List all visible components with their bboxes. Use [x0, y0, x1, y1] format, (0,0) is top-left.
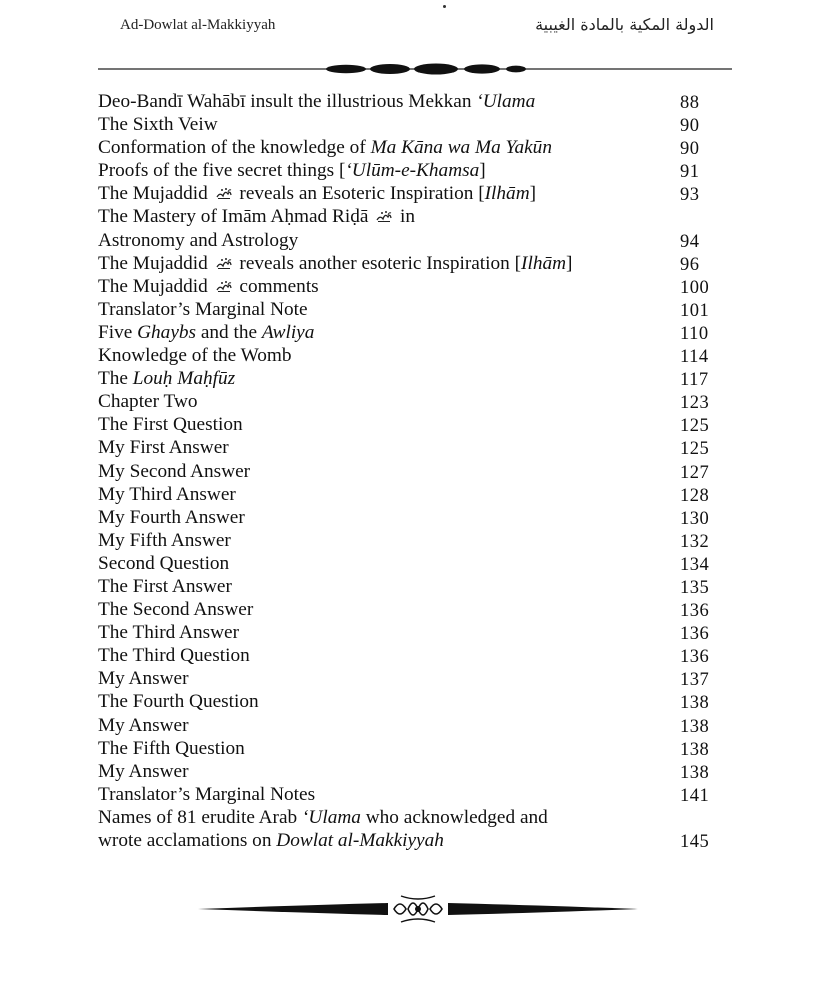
- toc-entry-page-number: 101: [680, 300, 710, 321]
- toc-entry: [98, 367, 714, 390]
- toc-entry-text: The Fourth Question: [98, 691, 259, 713]
- toc-entry: [98, 460, 714, 483]
- toc-entry-text: My Third Answer: [98, 483, 236, 505]
- toc-entry-text: ]: [529, 183, 537, 205]
- toc-entry-italic-text: Awliya: [261, 321, 315, 343]
- toc-entry-title: [98, 298, 308, 321]
- toc-entry-text: Translator’s Marginal Note: [98, 298, 308, 320]
- toc-entry-title: [98, 760, 189, 783]
- toc-entry-italic-text: Ilhām: [521, 252, 567, 274]
- toc-entry-page-number: 94: [680, 231, 700, 252]
- toc-entry-page-number: 138: [680, 693, 710, 714]
- toc-entry: [98, 552, 714, 575]
- toc-entry: [98, 806, 714, 829]
- toc-entry: [98, 275, 714, 298]
- toc-entry: [98, 483, 714, 506]
- toc-entry-page-number: 117: [680, 370, 709, 391]
- toc-entry: [98, 667, 714, 690]
- toc-entry: [98, 506, 714, 529]
- toc-entry-page-number: 110: [680, 323, 709, 344]
- toc-entry-text: ]: [479, 160, 486, 182]
- toc-entry-title: [98, 552, 229, 575]
- toc-entry-page-number: 125: [680, 416, 710, 437]
- toc-entry-page-number: 132: [680, 531, 710, 552]
- toc-entry-title: [98, 321, 314, 344]
- toc-entry: [98, 621, 714, 644]
- toc-entry-text: The Mastery of Imām Aḥmad Riḍā: [98, 206, 374, 228]
- toc-entry-page-number: 145: [680, 832, 710, 852]
- toc-entry-text: Knowledge of the Womb: [98, 345, 292, 367]
- toc-entry-text: The Mujaddid: [98, 275, 213, 297]
- toc-entry-text: comments: [234, 275, 319, 297]
- toc-entry: [98, 182, 714, 205]
- toc-entry-text: The Mujaddid: [98, 252, 213, 274]
- running-header-left: Ad-Dowlat al-Makkiyyah: [120, 17, 276, 33]
- toc-entry-title: [98, 714, 189, 737]
- toc-entry-text: and the: [196, 321, 262, 343]
- toc-entry-text: The Third Answer: [98, 622, 240, 644]
- toc-entry-text: who acknowledged and: [360, 806, 548, 828]
- toc-entry-italic-text: Ma Kāna wa Ma Yakūn: [370, 137, 552, 159]
- toc-entry: [98, 436, 714, 459]
- toc-entry-page-number: 130: [680, 508, 710, 529]
- toc-entry-text: Conformation of the knowledge of: [98, 137, 371, 159]
- toc-entry-text: The First Question: [98, 414, 243, 436]
- toc-entry-page-number: 136: [680, 601, 710, 622]
- toc-entry: [98, 529, 714, 552]
- toc-entry: [98, 737, 714, 760]
- toc-entry: [98, 783, 714, 806]
- toc-entry-page-number: 114: [680, 347, 709, 368]
- toc-entry-text: My Fourth Answer: [98, 506, 245, 528]
- honorific-calligraphy-icon: [215, 186, 233, 200]
- running-header-right: الدولة المكية بالمادة الغيبية: [535, 15, 714, 34]
- toc-entry-page-number: 141: [680, 785, 710, 806]
- toc-entry: [98, 690, 714, 713]
- toc-entry: [98, 829, 714, 852]
- toc-entry: [98, 136, 714, 159]
- toc-entry-page-number: 88: [680, 93, 700, 113]
- toc-entry-italic-text: Dowlat al-Makkiyyah: [276, 830, 444, 851]
- toc-entry-page-number: 137: [680, 670, 710, 691]
- toc-entry-page-number: 128: [680, 485, 710, 506]
- toc-entry-text: The Fifth Question: [98, 737, 245, 759]
- toc-entry-title: [98, 182, 536, 205]
- ornamental-rule-icon: [98, 58, 732, 80]
- toc-entry-text: Translator’s Marginal Notes: [98, 783, 316, 805]
- toc-entry: [98, 113, 714, 136]
- toc-entry-page-number: 96: [680, 254, 700, 275]
- toc-entry-text: Chapter Two: [98, 391, 198, 413]
- toc-entry-title: [98, 136, 552, 159]
- honorific-calligraphy-icon: [375, 209, 393, 223]
- toc-entry-title: [98, 829, 444, 852]
- toc-entry-text: Five: [98, 321, 138, 343]
- table-of-contents: [98, 90, 714, 852]
- toc-entry-text: Proofs of the five secret things [: [98, 160, 346, 182]
- toc-entry-title: [98, 460, 250, 483]
- toc-entry: [98, 229, 714, 252]
- honorific-calligraphy-icon: [215, 256, 233, 270]
- toc-entry: [98, 575, 714, 598]
- toc-entry-text: The Second Answer: [98, 599, 254, 621]
- toc-entry-page-number: 90: [680, 116, 700, 137]
- toc-entry-title: [98, 205, 415, 228]
- toc-entry-title: [98, 413, 243, 436]
- toc-entry-text: The Mujaddid: [98, 183, 213, 205]
- toc-entry-title: [98, 737, 245, 760]
- toc-entry-text: ]: [566, 252, 573, 274]
- toc-entry: [98, 390, 714, 413]
- toc-entry-title: [98, 344, 292, 367]
- toc-entry-page-number: 136: [680, 624, 710, 645]
- toc-entry: [98, 413, 714, 436]
- toc-entry-text: Names of 81 erudite Arab: [98, 806, 302, 828]
- toc-entry-page-number: 100: [680, 277, 710, 298]
- toc-entry-title: [98, 159, 486, 182]
- toc-entry: [98, 298, 714, 321]
- toc-entry-title: [98, 621, 239, 644]
- toc-entry-text: Second Question: [98, 552, 230, 574]
- toc-entry-title: [98, 644, 250, 667]
- toc-entry-italic-text: Ilhām: [484, 183, 530, 205]
- toc-entry: [98, 159, 714, 182]
- toc-entry-page-number: 123: [680, 393, 710, 414]
- toc-entry-title: [98, 483, 236, 506]
- toc-entry-italic-text: ‘Ulūm-e-Khamsa: [345, 160, 480, 182]
- toc-entry-page-number: 136: [680, 647, 710, 668]
- toc-entry-text: The First Answer: [98, 575, 232, 597]
- ornamental-divider-icon: [198, 892, 638, 926]
- toc-entry-text: reveals another esoteric Inspiration [: [234, 252, 522, 274]
- toc-entry-page-number: 127: [680, 462, 710, 483]
- toc-entry-text: My Answer: [98, 714, 189, 736]
- toc-entry-text: in: [395, 206, 416, 228]
- toc-entry-title: [98, 252, 572, 275]
- toc-entry-text: reveals an Esoteric Inspiration [: [234, 183, 485, 205]
- toc-entry-text: wrote acclamations on: [98, 830, 277, 851]
- toc-entry: [98, 252, 714, 275]
- toc-entry-title: [98, 575, 232, 598]
- honorific-calligraphy-icon: [215, 279, 233, 293]
- toc-entry: [98, 205, 714, 228]
- toc-entry-text: My Fifth Answer: [98, 529, 231, 551]
- toc-entry: [98, 714, 714, 737]
- toc-entry-title: [98, 367, 235, 390]
- toc-entry-page-number: 125: [680, 439, 710, 460]
- toc-entry: [98, 598, 714, 621]
- page-mark: [443, 5, 446, 8]
- toc-entry-page-number: 91: [680, 162, 700, 183]
- toc-entry-title: [98, 690, 259, 713]
- toc-entry-title: [98, 390, 198, 413]
- toc-entry-text: My Answer: [98, 668, 189, 690]
- toc-entry-title: [98, 275, 319, 298]
- toc-entry-italic-text: Louḥ Maḥfūz: [132, 368, 236, 390]
- toc-entry-title: [98, 506, 245, 529]
- toc-entry-title: [98, 806, 548, 829]
- toc-entry-text: My Answer: [98, 760, 189, 782]
- toc-entry-italic-text: Ghaybs: [137, 321, 197, 343]
- toc-entry-title: [98, 229, 298, 252]
- toc-entry-title: [98, 667, 189, 690]
- toc-entry-title: [98, 598, 253, 621]
- toc-entry-page-number: 134: [680, 554, 710, 575]
- toc-entry-text: The: [98, 368, 133, 390]
- toc-entry-page-number: 138: [680, 762, 710, 783]
- toc-entry-text: My Second Answer: [98, 460, 251, 482]
- toc-entry-title: [98, 90, 535, 113]
- toc-entry-page-number: 138: [680, 716, 710, 737]
- toc-entry: [98, 344, 714, 367]
- toc-entry-title: [98, 113, 218, 136]
- toc-entry: [98, 760, 714, 783]
- toc-entry-italic-text: ‘Ulama: [476, 91, 536, 112]
- toc-entry-page-number: 135: [680, 577, 710, 598]
- toc-entry-page-number: 93: [680, 185, 700, 206]
- toc-entry-page-number: 138: [680, 739, 710, 760]
- toc-entry-text: The Third Question: [98, 645, 250, 667]
- toc-entry-title: [98, 436, 229, 459]
- toc-entry: [98, 321, 714, 344]
- toc-entry: [98, 90, 714, 113]
- toc-entry-title: [98, 529, 231, 552]
- toc-entry-italic-text: ‘Ulama: [302, 806, 361, 828]
- toc-entry-text: My First Answer: [98, 437, 229, 459]
- toc-entry-text: Deo-Bandī Wahābī insult the illustrious Mekkan: [98, 91, 477, 112]
- toc-entry-page-number: 90: [680, 139, 700, 160]
- toc-entry-title: [98, 783, 315, 806]
- toc-entry-text: Astronomy and Astrology: [98, 229, 299, 251]
- toc-entry-text: The Sixth Veiw: [98, 114, 218, 136]
- toc-entry: [98, 644, 714, 667]
